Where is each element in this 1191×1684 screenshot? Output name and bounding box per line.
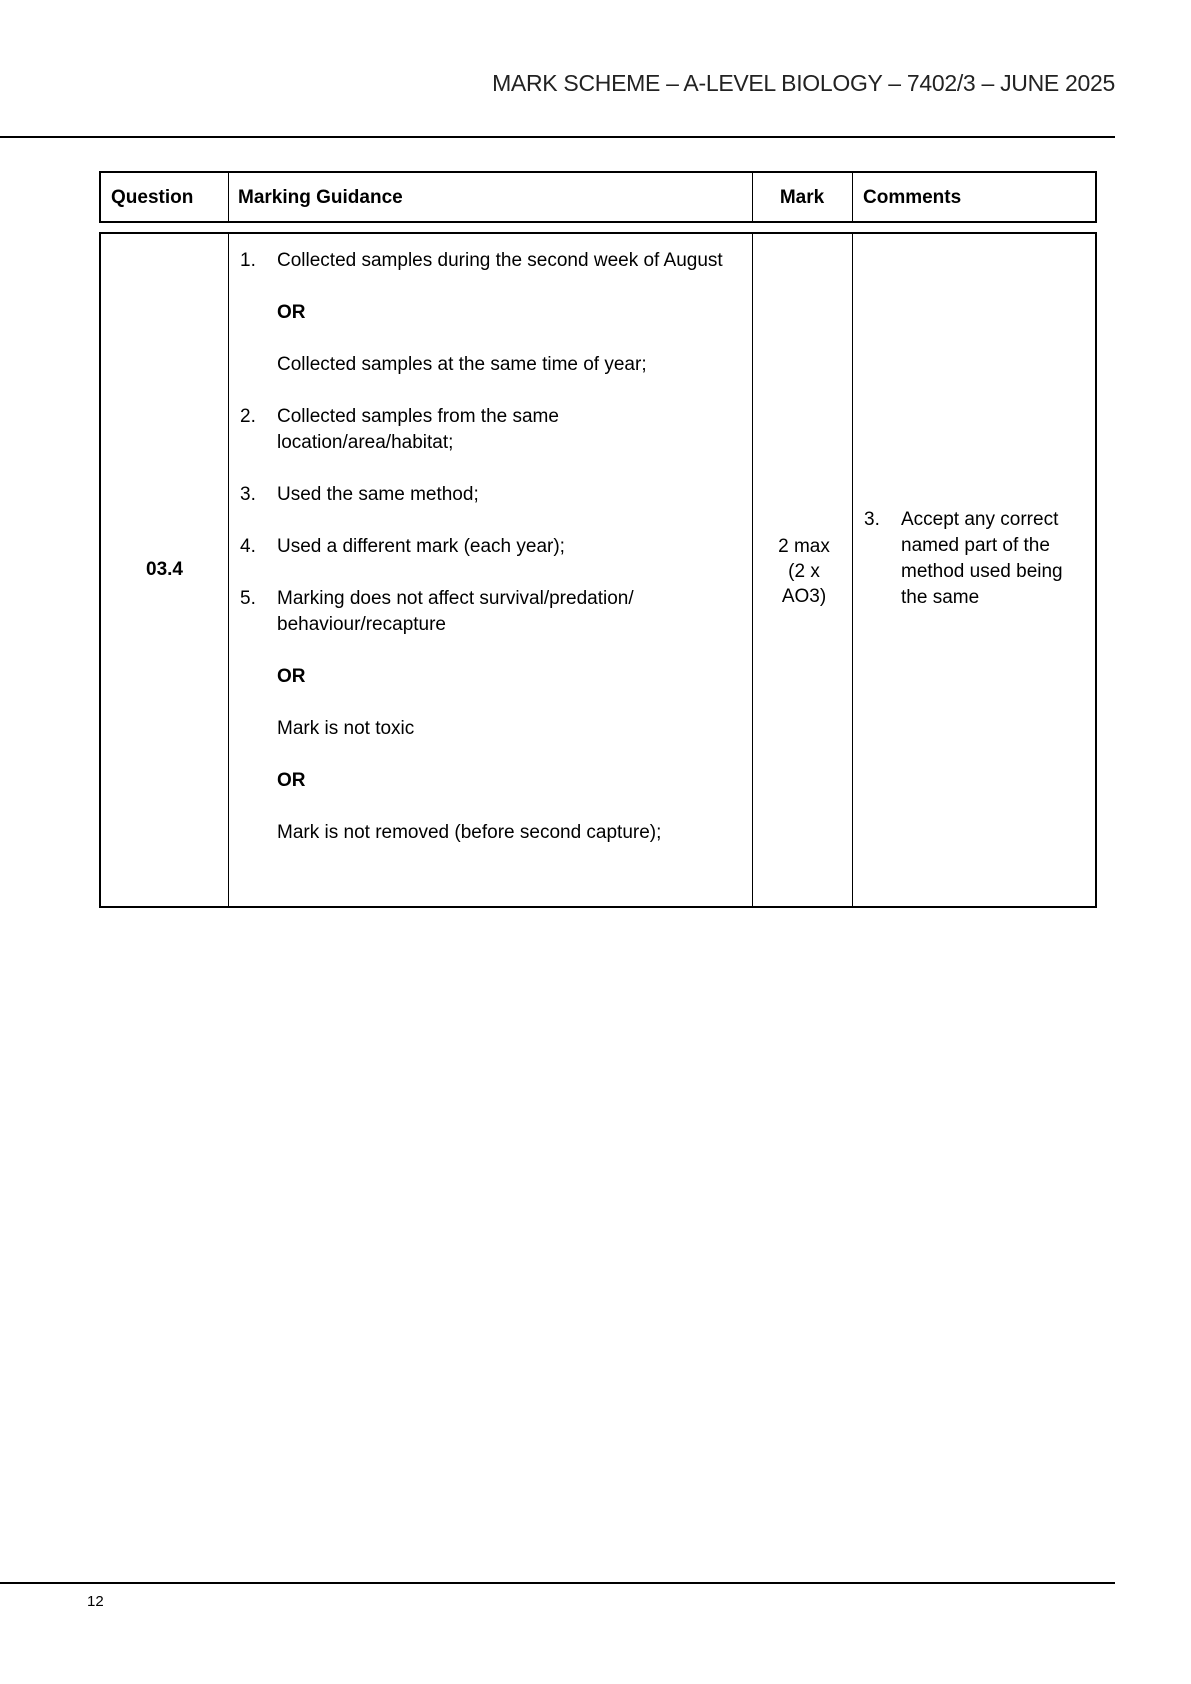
- header-mark: Mark: [779, 187, 825, 208]
- header-marking-guidance: Marking Guidance: [238, 187, 403, 208]
- column-divider: [228, 234, 229, 906]
- question-number: 03.4: [146, 559, 183, 580]
- item-number: 3.: [240, 484, 256, 505]
- item-number: 5.: [240, 588, 256, 609]
- or-separator: OR: [277, 666, 306, 687]
- mark-line: AO3): [781, 586, 827, 607]
- guidance-text: Collected samples from the same location/area/habitat;: [277, 406, 559, 453]
- marking-guidance: [240, 248, 750, 872]
- column-divider: [752, 234, 753, 906]
- guidance-item: [240, 586, 717, 638]
- mark-value: [754, 534, 854, 609]
- or-separator: OR: [277, 302, 306, 323]
- item-number: 1.: [240, 250, 256, 271]
- guidance-text: Collected samples during the second week of August: [277, 250, 723, 271]
- guidance-item: [240, 248, 750, 274]
- header-comments: Comments: [863, 187, 962, 208]
- guidance-item: [240, 482, 750, 508]
- column-divider: [852, 173, 853, 221]
- guidance-item: [240, 534, 750, 560]
- column-divider: [228, 173, 229, 221]
- footer-rule: [0, 1582, 1115, 1584]
- mark-line: (2 x: [788, 561, 820, 582]
- comment-text: Accept any correct named part of the method used being the same: [901, 509, 1063, 608]
- mark-line: 2 max: [778, 536, 830, 557]
- header-question: Question: [111, 187, 194, 208]
- header-rule: [0, 136, 1115, 138]
- guidance-text: Collected samples at the same time of year;: [277, 354, 647, 375]
- running-header: MARK SCHEME – A-LEVEL BIOLOGY – 7402/3 – JUNE 2025: [492, 70, 1115, 96]
- comment: [864, 507, 1131, 611]
- item-number: 4.: [240, 536, 256, 557]
- guidance-text: Used a different mark (each year);: [277, 536, 565, 557]
- guidance-text: Marking does not affect survival/predation/ behaviour/recapture: [277, 588, 634, 635]
- guidance-item: [240, 404, 637, 456]
- table-row: [99, 232, 1097, 908]
- table-header: [99, 171, 1097, 223]
- page-number: 12: [87, 1593, 104, 1610]
- guidance-text: Mark is not toxic: [277, 718, 415, 739]
- guidance-text: Used the same method;: [277, 484, 479, 505]
- comment-number: 3.: [864, 509, 880, 530]
- guidance-text: Mark is not removed (before second capture);: [277, 822, 662, 843]
- or-separator: OR: [277, 770, 306, 791]
- item-number: 2.: [240, 406, 256, 427]
